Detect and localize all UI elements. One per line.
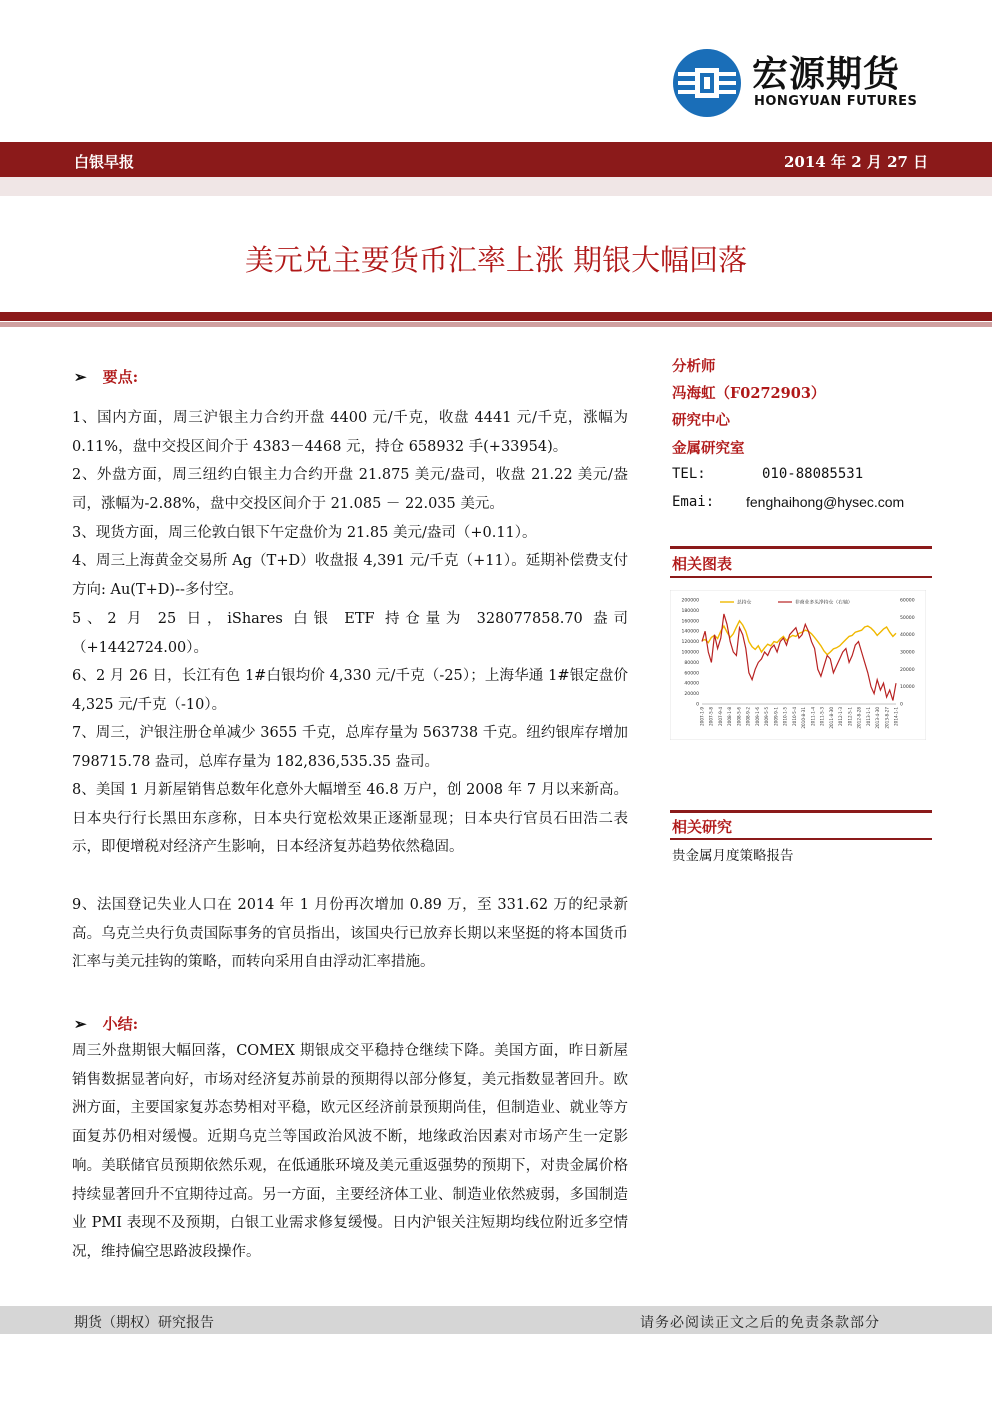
email-label: Emai: bbox=[672, 494, 715, 510]
x-tick-label: 2010-5-4 bbox=[791, 707, 797, 727]
left-tick-label: 140000 bbox=[681, 629, 699, 635]
related-research-rule-top bbox=[670, 810, 932, 813]
left-tick-label: 80000 bbox=[684, 660, 699, 666]
x-tick-label: 2008-9-2 bbox=[745, 707, 751, 727]
key-point-2: 2、外盘方面，周三纽约白银主力合约开盘 21.875 美元/盎司，收盘 21.22 美元/盎司，涨幅为-2.88%，盘中交投区间介于 21.085 － 22.035 美元。 bbox=[72, 467, 628, 512]
arrow-bullet-icon: ➢ bbox=[74, 1015, 87, 1033]
right-tick-label: 0 bbox=[900, 702, 903, 708]
key-point-7: 7、周三，沪银注册仓单减少 3655 千克，总库存量为 563738 千克。纽约银库存增加 798715.78 盎司，总库存量为 182,836,535.35 盎司。 bbox=[72, 725, 628, 770]
left-tick-label: 100000 bbox=[681, 650, 699, 656]
legend-label-total: 总持仓 bbox=[737, 600, 752, 606]
right-tick-label: 60000 bbox=[900, 598, 915, 604]
key-point-5: 5、2 月 25 日，iShares 白银 ETF 持仓量为 328077858.70 盎司（+1442724.00）。 bbox=[72, 611, 628, 656]
analyst-label: 分析师 bbox=[672, 358, 716, 375]
x-tick-label: 2008-1-8 bbox=[727, 707, 733, 727]
x-tick-label: 2007-9-4 bbox=[717, 707, 723, 727]
related-research-heading: 相关研究 bbox=[672, 818, 733, 836]
x-tick-label: 2009-5-5 bbox=[764, 707, 770, 727]
analyst-name: 冯海虹（F0272903） bbox=[672, 385, 826, 402]
x-tick-label: 2014-1-1 bbox=[893, 707, 899, 727]
key-point-6: 6、2 月 26 日，长江有色 1#白银均价 4,330 元/千克（-25）；上海华通 1#银定盘价 4,325 元/千克（-10）。 bbox=[72, 668, 628, 713]
report-date: 2014 年 2 月 27 日 bbox=[784, 153, 929, 171]
related-research-rule-bottom bbox=[670, 838, 932, 840]
left-tick-label: 120000 bbox=[681, 640, 699, 646]
key-point-9: 9、法国登记失业人口在 2014 年 1 月份再次增加 0.89 万，至 331.62 万的纪录新高。乌克兰央行负责国际事务的官员指出，该国央行已放弃长期以来坚挺的将本国货币汇率与美元挂钩的策略，而转向采用自由浮动汇率措施。 bbox=[72, 897, 628, 971]
x-tick-label: 2012-1-3 bbox=[838, 707, 844, 727]
summary-text: 周三外盘期银大幅回落，COMEX 期银成交平稳持仓继续下降。美国方面，昨日新屋销售数据显著向好，市场对经济复苏前景的预期得以部分修复，美元指数显著回升。欧洲方面，主要国家复苏态势相对平稳，欧元区经济前景预期尚佳，但制造业、就业等方面复苏仍相对缓慢。近期乌克兰等国政治风波不断，地缘政治因素对市场产生一定影响。美联储官员预期依然乐观，在低通胀环境及美元重返强势的预期下，对贵金属价格持续显著回升不宜期待过高。另一方面，主要经济体工业、制造业依然疲弱，多国制造业 PMI 表现不及预期，白银工业需求修复缓慢。日内沪银关注短期均线位附近多空情况，维持偏空思路波段操作。 bbox=[72, 1043, 628, 1260]
key-points-heading: ➢ 要点: bbox=[74, 368, 139, 386]
right-tick-label: 10000 bbox=[900, 685, 915, 691]
summary-heading: ➢ 小结: bbox=[74, 1015, 139, 1033]
key-point-8: 8、美国 1 月新屋销售总数年化意外大幅增至 46.8 万户，创 2008 年 7 月以来新高。日本央行行长黑田东彦称，日本央行宽松效果正逐渐显现；日本央行官员石田浩二表示，即便增税对经济产生影响，日本经济复苏趋势依然稳固。 bbox=[72, 782, 628, 856]
related-research-item[interactable]: 贵金属月度策略报告 bbox=[672, 848, 794, 864]
right-tick-label: 30000 bbox=[900, 650, 915, 656]
x-tick-label: 2010-8-31 bbox=[801, 707, 807, 729]
footer-disclaimer-note: 请务必阅读正文之后的免责条款部分 bbox=[640, 1315, 880, 1331]
brand-name-en: HONGYUAN FUTURES bbox=[754, 94, 918, 109]
left-tick-label: 20000 bbox=[684, 692, 699, 698]
right-tick-label: 20000 bbox=[900, 667, 915, 673]
x-tick-label: 2007-5-8 bbox=[708, 707, 714, 727]
related-chart-rule-top bbox=[670, 546, 932, 549]
x-tick-label: 2012-5-1 bbox=[847, 707, 853, 727]
legend-label-net: 非商业多头净持仓（右轴） bbox=[795, 600, 853, 606]
left-tick-label: 160000 bbox=[681, 619, 699, 625]
arrow-bullet-icon: ➢ bbox=[74, 368, 87, 386]
key-point-3: 3、现货方面，周三伦敦白银下午定盘价为 21.85 美元/盎司（+0.11）。 bbox=[72, 525, 537, 541]
related-chart-heading: 相关图表 bbox=[672, 555, 733, 573]
report-type: 白银早报 bbox=[74, 153, 135, 171]
analyst-dept: 研究中心 bbox=[672, 412, 730, 429]
analyst-office: 金属研究室 bbox=[672, 440, 745, 457]
x-tick-label: 2009-9-1 bbox=[773, 707, 779, 727]
left-tick-label: 0 bbox=[696, 702, 699, 708]
related-chart-rule-bottom bbox=[670, 576, 932, 578]
right-tick-label: 50000 bbox=[900, 615, 915, 621]
x-tick-label: 2013-8-27 bbox=[884, 707, 890, 729]
left-tick-label: 200000 bbox=[681, 598, 699, 604]
title-rule-light bbox=[0, 322, 992, 327]
x-tick-label: 2009-1-6 bbox=[754, 707, 760, 727]
tel-number: 010-88085531 bbox=[762, 466, 864, 482]
hongyuan-logo-icon bbox=[672, 48, 742, 118]
right-tick-label: 40000 bbox=[900, 633, 915, 639]
brand-name-cn: 宏源期货 bbox=[752, 54, 901, 95]
key-point-1: 1、国内方面，周三沪银主力合约开盘 4400 元/千克，收盘 4441 元/千克，涨幅为 0.11%，盘中交投区间介于 4383－4468 元，持仓 658932 手(+33954)。 bbox=[72, 410, 628, 455]
header-subband bbox=[0, 177, 992, 196]
silver-positions-chart bbox=[670, 590, 926, 740]
x-tick-label: 2008-5-6 bbox=[736, 707, 742, 727]
tel-label: TEL: bbox=[672, 466, 706, 482]
x-tick-label: 2007-1-9 bbox=[699, 707, 705, 727]
left-tick-label: 180000 bbox=[681, 608, 699, 614]
x-tick-label: 2011-8-30 bbox=[828, 707, 834, 729]
x-tick-label: 2012-8-28 bbox=[856, 707, 862, 729]
x-tick-label: 2011-1-4 bbox=[810, 707, 816, 727]
left-tick-label: 60000 bbox=[684, 671, 699, 677]
x-tick-label: 2011-5-3 bbox=[819, 707, 825, 727]
key-point-4: 4、周三上海黄金交易所 Ag（T+D）收盘报 4,391 元/千克（+11）。延期补偿费支付方向: Au(T+D)--多付空。 bbox=[72, 553, 628, 598]
email-address[interactable]: fenghaihong@hysec.com bbox=[746, 494, 905, 510]
x-tick-label: 2013-1-1 bbox=[865, 707, 871, 727]
footer-left: 期货（期权）研究报告 bbox=[74, 1315, 214, 1331]
x-tick-label: 2013-4-30 bbox=[875, 707, 881, 729]
page-title: 美元兑主要货币汇率上涨 期银大幅回落 bbox=[244, 243, 748, 277]
left-tick-label: 40000 bbox=[684, 681, 699, 687]
x-tick-label: 2010-1-5 bbox=[782, 707, 788, 727]
title-rule bbox=[0, 312, 992, 321]
